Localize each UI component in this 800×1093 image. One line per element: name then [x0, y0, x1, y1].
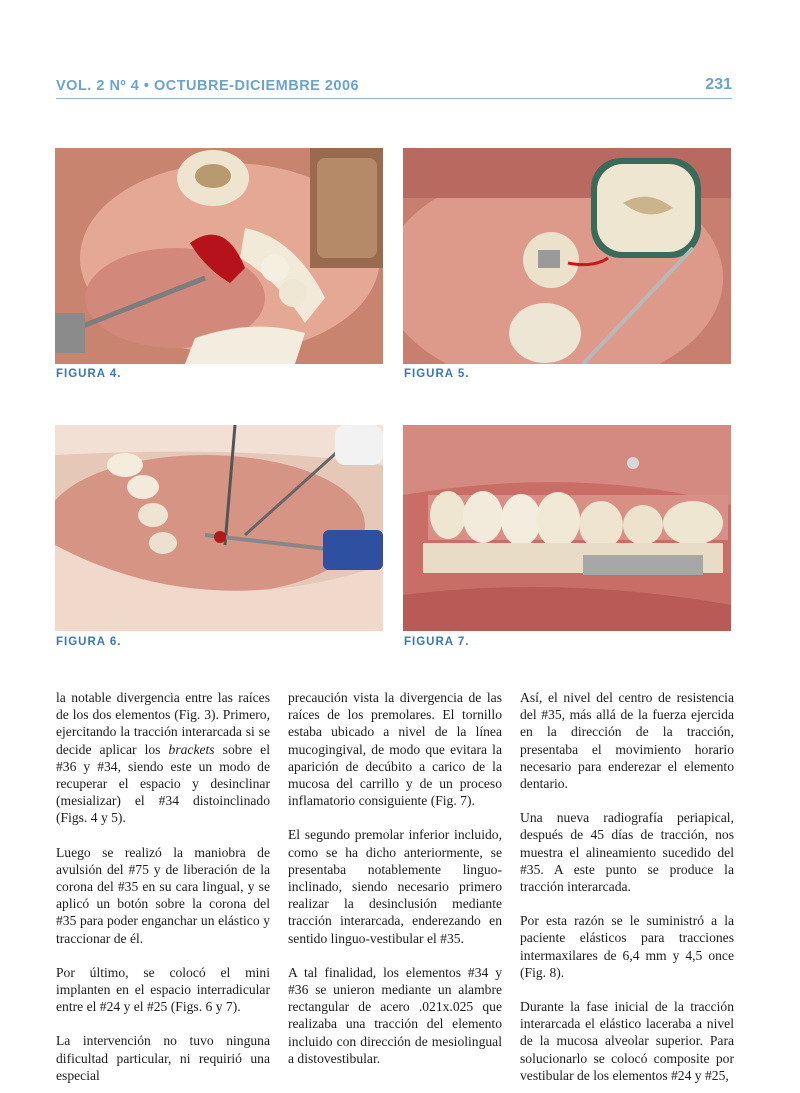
col1-paragraph-4: La intervención no tuvo ninguna dificultad particular, ni requirió una especial	[56, 1033, 270, 1083]
figure-4-caption: FIGURA 4.	[56, 368, 122, 380]
col3-paragraph-3: Por esta razón se le suministró a la paciente elásticos para tracciones intermaxilares de 6,4 mm y 4,5 once (Fig. 8).	[520, 913, 734, 980]
col3-paragraph-4: Durante la fase inicial de la tracción interarcada el elástico laceraba a nivel de la mucosa alveolar superior. Para solucionarlo se colocó composite por vestibular de los elementos #24 y #25,	[520, 999, 734, 1083]
header-rule	[56, 98, 732, 99]
figure-7-photo	[403, 425, 731, 631]
figure-6-photo	[55, 425, 383, 631]
text-column-2	[288, 689, 502, 1067]
figure-6-caption: FIGURA 6.	[56, 636, 122, 648]
col1-paragraph-1: la notable divergencia entre las raíces de los dos elementos (Fig. 3). Primero, ejercitando la tracción interarcada si se decide aplicar los brackets sobre el #36 y #34, siendo este un modo de recuperar el espacio y desinclinar (mesializar) el #34 distoinclinado (Figs. 4 y 5).	[56, 690, 270, 826]
journal-issue-label: VOL. 2 Nº 4 • OCTUBRE-DICIEMBRE 2006	[56, 78, 360, 94]
col2-paragraph-3: A tal finalidad, los elementos #34 y #36 se unieron mediante un alambre rectangular de acero .021x.025 que realizaba una tracción del elemento incluido con dirección de mesiolingual a distovestibular.	[288, 964, 502, 1066]
col2-paragraph-2: El segundo premolar inferior incluido, como se ha dicho anteriormente, se presentaba notablemente linguo-inclinado, siendo necesario primero realizar la desinclusión mediante tracción interarcada, enderezando en sentido linguo-vestibular el #35.	[288, 827, 502, 946]
running-header	[56, 76, 732, 98]
text-column-3	[520, 689, 734, 1084]
figure-4-photo	[55, 148, 383, 364]
text-column-1	[56, 689, 270, 1084]
figure-5-caption: FIGURA 5.	[404, 368, 470, 380]
figure-5-photo	[403, 148, 731, 364]
figure-7-caption: FIGURA 7.	[404, 636, 470, 648]
col2-paragraph-1: precaución vista la divergencia de las raíces de los premolares. El tornillo estaba ubicado a nivel de la línea mucogingival, de modo que evitara la aparición de decúbito a carico de la mucosa del carrillo y de un proceso inflamatorio consiguiente (Fig. 7).	[288, 690, 502, 809]
col1-paragraph-2: Luego se realizó la maniobra de avulsión del #75 y de liberación de la corona del #35 en su cara lingual, y se aplicó un botón sobre la corona del #35 para poder enganchar un elástico y traccionar de él.	[56, 844, 270, 946]
page-number: 231	[705, 76, 732, 93]
col3-paragraph-1: Así, el nivel del centro de resistencia del #35, más allá de la fuerza ejercida en la dirección de la tracción, presentaba el movimiento horario necesario para enderezar el elemento dentario.	[520, 690, 734, 792]
col1-paragraph-3: Por último, se colocó el mini implanten en el espacio interradicular entre el #24 y el #25 (Figs. 6 y 7).	[56, 964, 270, 1015]
col3-paragraph-2: Una nueva radiografía periapical, después de 45 días de tracción, nos muestra el alineamiento sucedido del #35. A este punto se produce la tracción interarcada.	[520, 810, 734, 895]
